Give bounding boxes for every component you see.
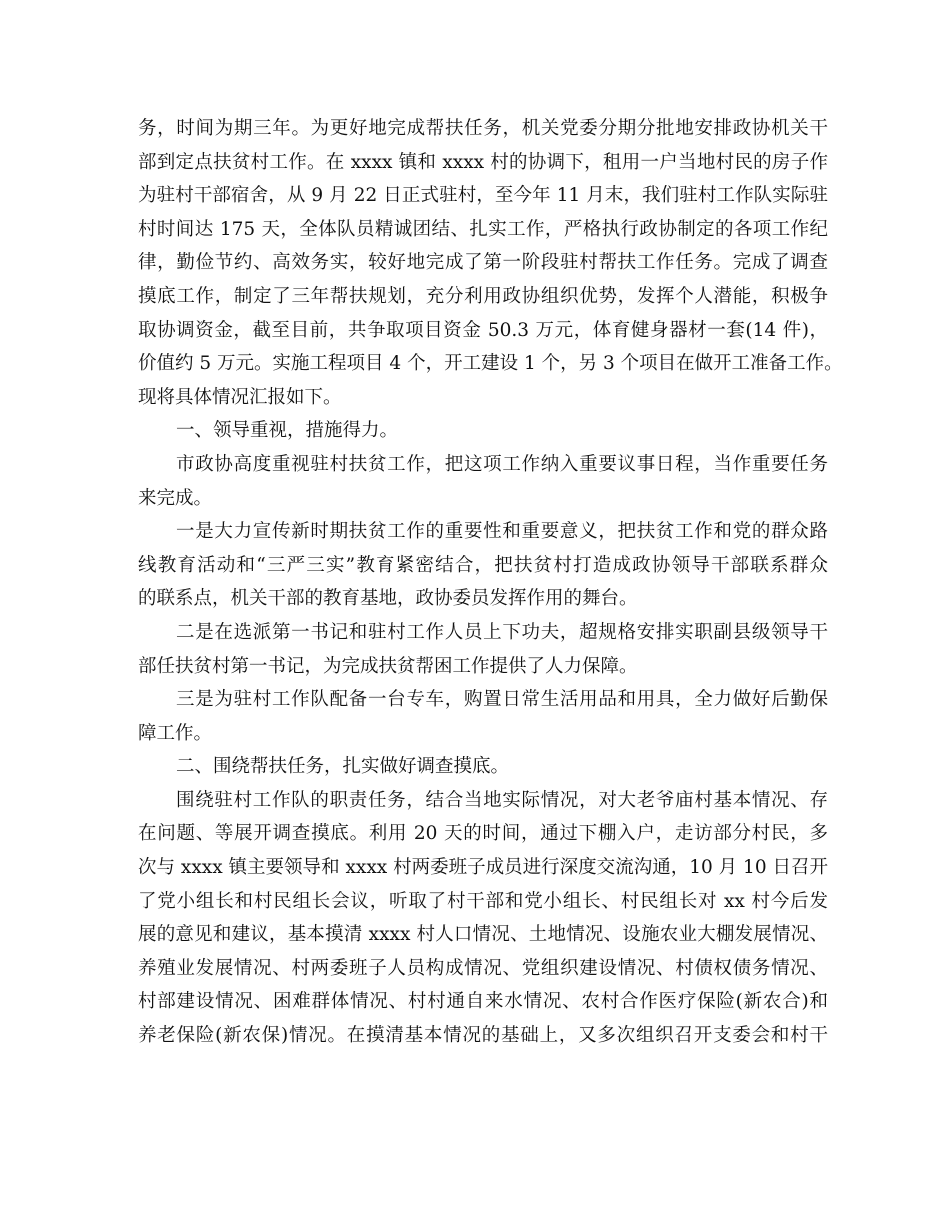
text-line: 村部建设情况、困难群体情况、村村通自来水情况、农村合作医疗保险(新农合)和 — [138, 991, 828, 1013]
text-line: 养殖业发展情况、村两委班子人员构成情况、党组织建设情况、村债权债务情况、 — [138, 957, 828, 979]
text-line: 一、领导重视，措施得力。 — [176, 420, 399, 442]
document-body — [138, 112, 843, 1053]
text-line: 部到定点扶贫村工作。在 xxxx 镇和 xxxx 村的协调下，租用一户当地村民的房子作 — [138, 151, 828, 173]
text-line: 三是为驻村工作队配备一台专车，购置日常生活用品和用具，全力做好后勤保 — [176, 689, 828, 711]
text-line: 二是在选派第一书记和驻村工作人员上下功夫，超规格安排实职副县级领导干 — [176, 621, 828, 643]
text-line: 在问题、等展开调查摸底。利用 20 天的时间，通过下棚入户，走访部分村民，多 — [138, 823, 828, 845]
text-line: 取协调资金，截至目前，共争取项目资金 50.3 万元，体育健身器材一套(14 件)， — [138, 319, 828, 341]
text-line: 价值约 5 万元。实施工程项目 4 个，开工建设 1 个，另 3 个项目在做开工准备工作。 — [138, 353, 843, 375]
text-line: 市政协高度重视驻村扶贫工作，把这项工作纳入重要议事日程，当作重要任务 — [176, 453, 828, 475]
text-line: 的联系点，机关干部的教育基地，政协委员发挥作用的舞台。 — [138, 588, 638, 610]
text-line: 律，勤俭节约、高效务实，较好地完成了第一阶段驻村帮扶工作任务。完成了调查 — [138, 252, 828, 274]
text-line: 围绕驻村工作队的职责任务，结合当地实际情况，对大老爷庙村基本情况、存 — [176, 789, 828, 811]
text-line: 一是大力宣传新时期扶贫工作的重要性和重要意义，把扶贫工作和党的群众路 — [176, 521, 828, 543]
text-line: 现将具体情况汇报如下。 — [138, 386, 342, 408]
text-line: 了党小组长和村民组长会议，听取了村干部和党小组长、村民组长对 xx 村今后发 — [138, 890, 828, 912]
text-line: 障工作。 — [138, 722, 213, 744]
text-line: 务，时间为期三年。为更好地完成帮扶任务，机关党委分期分批地安排政协机关干 — [138, 118, 828, 139]
text-line: 次与 xxxx 镇主要领导和 xxxx 村两委班子成员进行深度交流沟通，10 月 10 日召开 — [138, 857, 828, 879]
text-line: 摸底工作，制定了三年帮扶规划，充分利用政协组织优势，发挥个人潜能，积极争 — [138, 285, 828, 307]
text-line: 展的意见和建议，基本摸清 xxxx 村人口情况、土地情况、设施农业大棚发展情况、 — [138, 924, 828, 946]
text-line: 村时间达 175 天，全体队员精诚团结、扎实工作，严格执行政协制定的各项工作纪 — [138, 218, 828, 240]
text-line: 为驻村干部宿舍，从 9 月 22 日正式驻村，至今年 11 月末，我们驻村工作队实际驻 — [138, 185, 828, 207]
text-line: 部任扶贫村第一书记，为完成扶贫帮困工作提供了人力保障。 — [138, 655, 638, 677]
text-line: 来完成。 — [138, 487, 213, 509]
text-line: 养老保险(新农保)情况。在摸清基本情况的基础上，又多次组织召开支委会和村干 — [138, 1025, 828, 1047]
text-line: 线教育活动和“三严三实”教育紧密结合，把扶贫村打造成政协领导干部联系群众 — [138, 554, 828, 576]
text-line: 二、围绕帮扶任务，扎实做好调查摸底。 — [176, 756, 510, 778]
